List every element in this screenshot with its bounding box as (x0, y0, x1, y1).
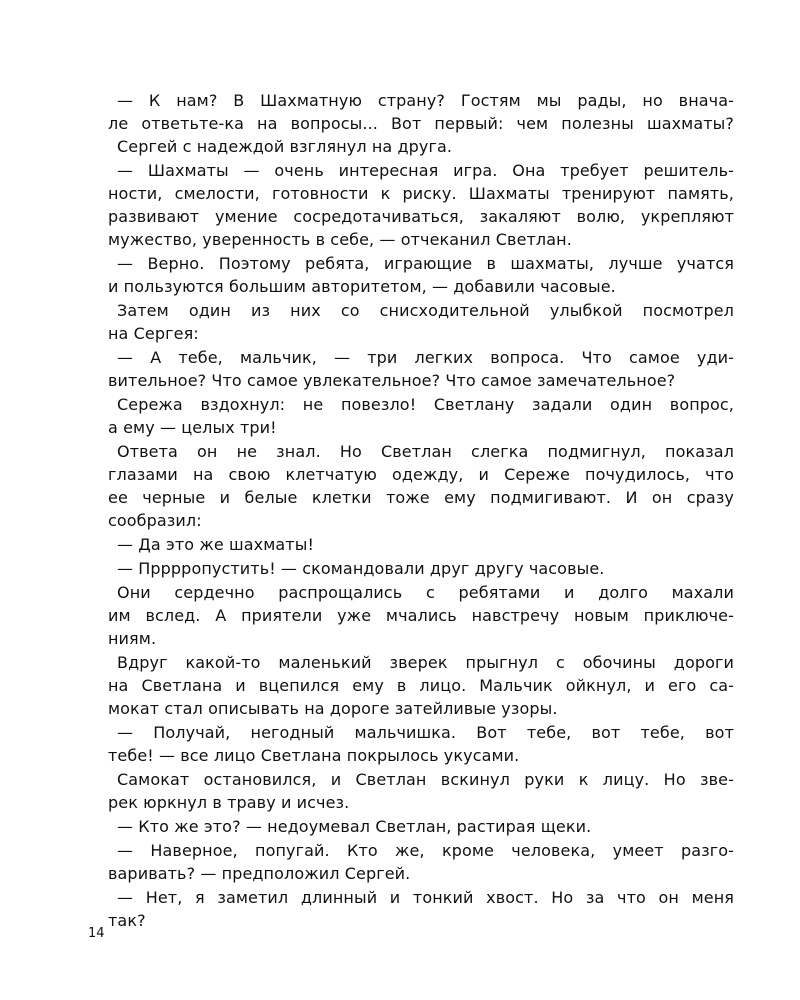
text-line: Сережа вздохнул: не повезло! Светлану задали один вопрос, (117, 395, 734, 414)
text-line: ее черные и белые клетки тоже ему подмигивают. И он сразу (108, 488, 734, 507)
text-line: на Светлана и вцепился ему в лицо. Мальчик ойкнул, и его са- (108, 676, 734, 695)
text-line: и пользуются большим авторитетом, — добавили часовые. (108, 277, 616, 296)
text-line: — Наверное, попугай. Кто же, кроме человека, умеет разго- (117, 841, 734, 860)
text-line: на Сергея: (108, 324, 199, 343)
text-line: — Шахматы — очень интересная игра. Она требует решитель- (117, 161, 734, 180)
text-line: сообразил: (108, 511, 202, 530)
text-line: — К нам? В Шахматную страну? Гостям мы рады, но внача- (117, 91, 734, 110)
text-line: вительное? Что самое увлекательное? Что самое замечательное? (108, 371, 676, 390)
text-line: ниям. (108, 629, 157, 648)
text-line: развивают умение сосредотачиваться, закаляют волю, укрепляют (108, 207, 734, 226)
body-text (108, 89, 734, 932)
text-line: ле ответьте-ка на вопросы... Вот первый: чем полезны шахматы? (108, 114, 734, 133)
text-line: Они сердечно распрощались с ребятами и долго махали (117, 583, 734, 602)
text-line: — Нет, я заметил длинный и тонкий хвост. Но за что он меня (117, 888, 734, 907)
text-line: мужество, уверенность в себе, — отчеканил Светлан. (108, 230, 572, 249)
text-line: глазами на свою клетчатую одежду, и Сереже почудилось, что (108, 465, 734, 484)
text-line: — Кто же это? — недоумевал Светлан, растирая щеки. (117, 817, 592, 836)
page-number: 14 (88, 926, 105, 941)
text-line: рек юркнул в траву и исчез. (108, 793, 350, 812)
text-line: а ему — целых три! (108, 418, 277, 437)
text-line: им вслед. А приятели уже мчались навстречу новым приключе- (108, 606, 734, 625)
text-line: тебе! — все лицо Светлана покрылось укусами. (108, 746, 520, 765)
text-line: — Верно. Поэтому ребята, играющие в шахматы, лучше учатся (117, 254, 734, 273)
text-line: варивать? — предположил Сергей. (108, 864, 411, 883)
text-line: Сергей с надеждой взглянул на друга. (117, 137, 453, 156)
text-line: так? (108, 911, 146, 930)
text-line: Самокат остановился, и Светлан вскинул руки к лицу. Но зве- (117, 770, 734, 789)
text-line: — Получай, негодный мальчишка. Вот тебе, вот тебе, вот (117, 723, 734, 742)
text-line: мокат стал описывать на дороге затейливые узоры. (108, 699, 558, 718)
text-line: — Прррропустить! — скомандовали друг другу часовые. (117, 559, 605, 578)
text-line: Ответа он не знал. Но Светлан слегка подмигнул, показал (117, 442, 734, 461)
text-line: ности, смелости, готовности к риску. Шахматы тренируют память, (108, 184, 734, 203)
text-line: — А тебе, мальчик, — три легких вопроса. Что самое уди- (117, 348, 734, 367)
text-line: Вдруг какой-то маленький зверек прыгнул с обочины дороги (117, 653, 734, 672)
text-line: — Да это же шахматы! (117, 535, 314, 554)
text-line: Затем один из них со снисходительной улыбкой посмотрел (117, 301, 734, 320)
